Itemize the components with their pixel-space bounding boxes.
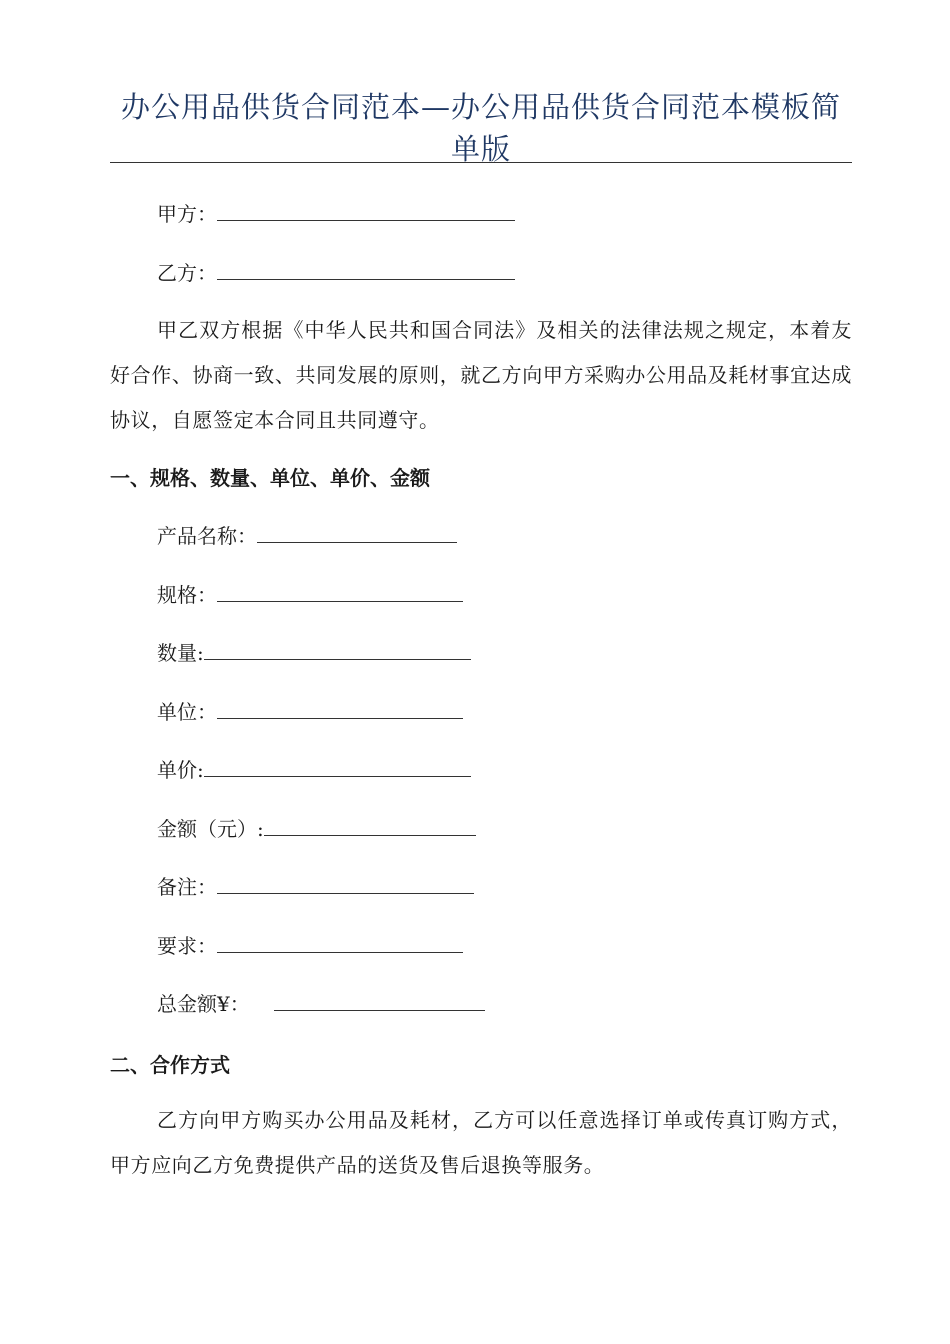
product-name-blank [257, 522, 457, 543]
unit-row [157, 698, 463, 726]
intro-paragraph: 甲乙双方根据《中华人民共和国合同法》及相关的法律法规之规定，本着友好合作、协商一致、共同发展的原则，就乙方向甲方采购办公用品及耗材事宜达成协议，自愿签定本合同且共同遵守。 [110, 318, 852, 432]
amount-blank [264, 815, 476, 836]
unit-label: 单位： [157, 700, 217, 724]
document-title: 办公用品供货合同范本—办公用品供货合同范本模板简单版 [120, 90, 841, 166]
unit-blank [217, 698, 463, 719]
party-b-blank [217, 259, 515, 280]
requirements-row [157, 932, 463, 960]
spec-label: 规格： [157, 583, 217, 607]
total-amount-row [157, 990, 485, 1018]
party-a-label: 甲方： [157, 202, 217, 226]
requirements-label: 要求： [157, 934, 217, 958]
remarks-label: 备注： [157, 875, 217, 899]
party-a-blank [217, 200, 515, 221]
amount-row [157, 815, 476, 843]
spec-blank [217, 581, 463, 602]
remarks-blank [217, 873, 474, 894]
quantity-label: 数量: [157, 641, 204, 665]
unit-price-blank [204, 756, 471, 777]
unit-price-label: 单价: [157, 758, 204, 782]
quantity-row [157, 639, 471, 667]
total-amount-label: 总金额¥： [157, 992, 250, 1016]
section-2-heading: 二、合作方式 [110, 1053, 230, 1077]
total-amount-blank [274, 990, 485, 1011]
spec-row [157, 581, 463, 609]
section-1-heading: 一、规格、数量、单位、单价、金额 [110, 466, 430, 490]
requirements-blank [217, 932, 463, 953]
amount-label: 金额（元）: [157, 817, 264, 841]
product-name-row [157, 522, 457, 550]
section-2-paragraph: 乙方向甲方购买办公用品及耗材，乙方可以任意选择订单或传真订购方式，甲方应向乙方免费提供产品的送货及售后退换等服务。 [110, 1108, 852, 1177]
remarks-row [157, 873, 474, 901]
quantity-blank [204, 639, 471, 660]
party-b-label: 乙方： [157, 261, 217, 285]
title-divider [110, 162, 852, 163]
party-a-row [157, 200, 515, 228]
unit-price-row [157, 756, 471, 784]
party-b-row [157, 259, 515, 287]
product-name-label: 产品名称： [157, 524, 257, 548]
